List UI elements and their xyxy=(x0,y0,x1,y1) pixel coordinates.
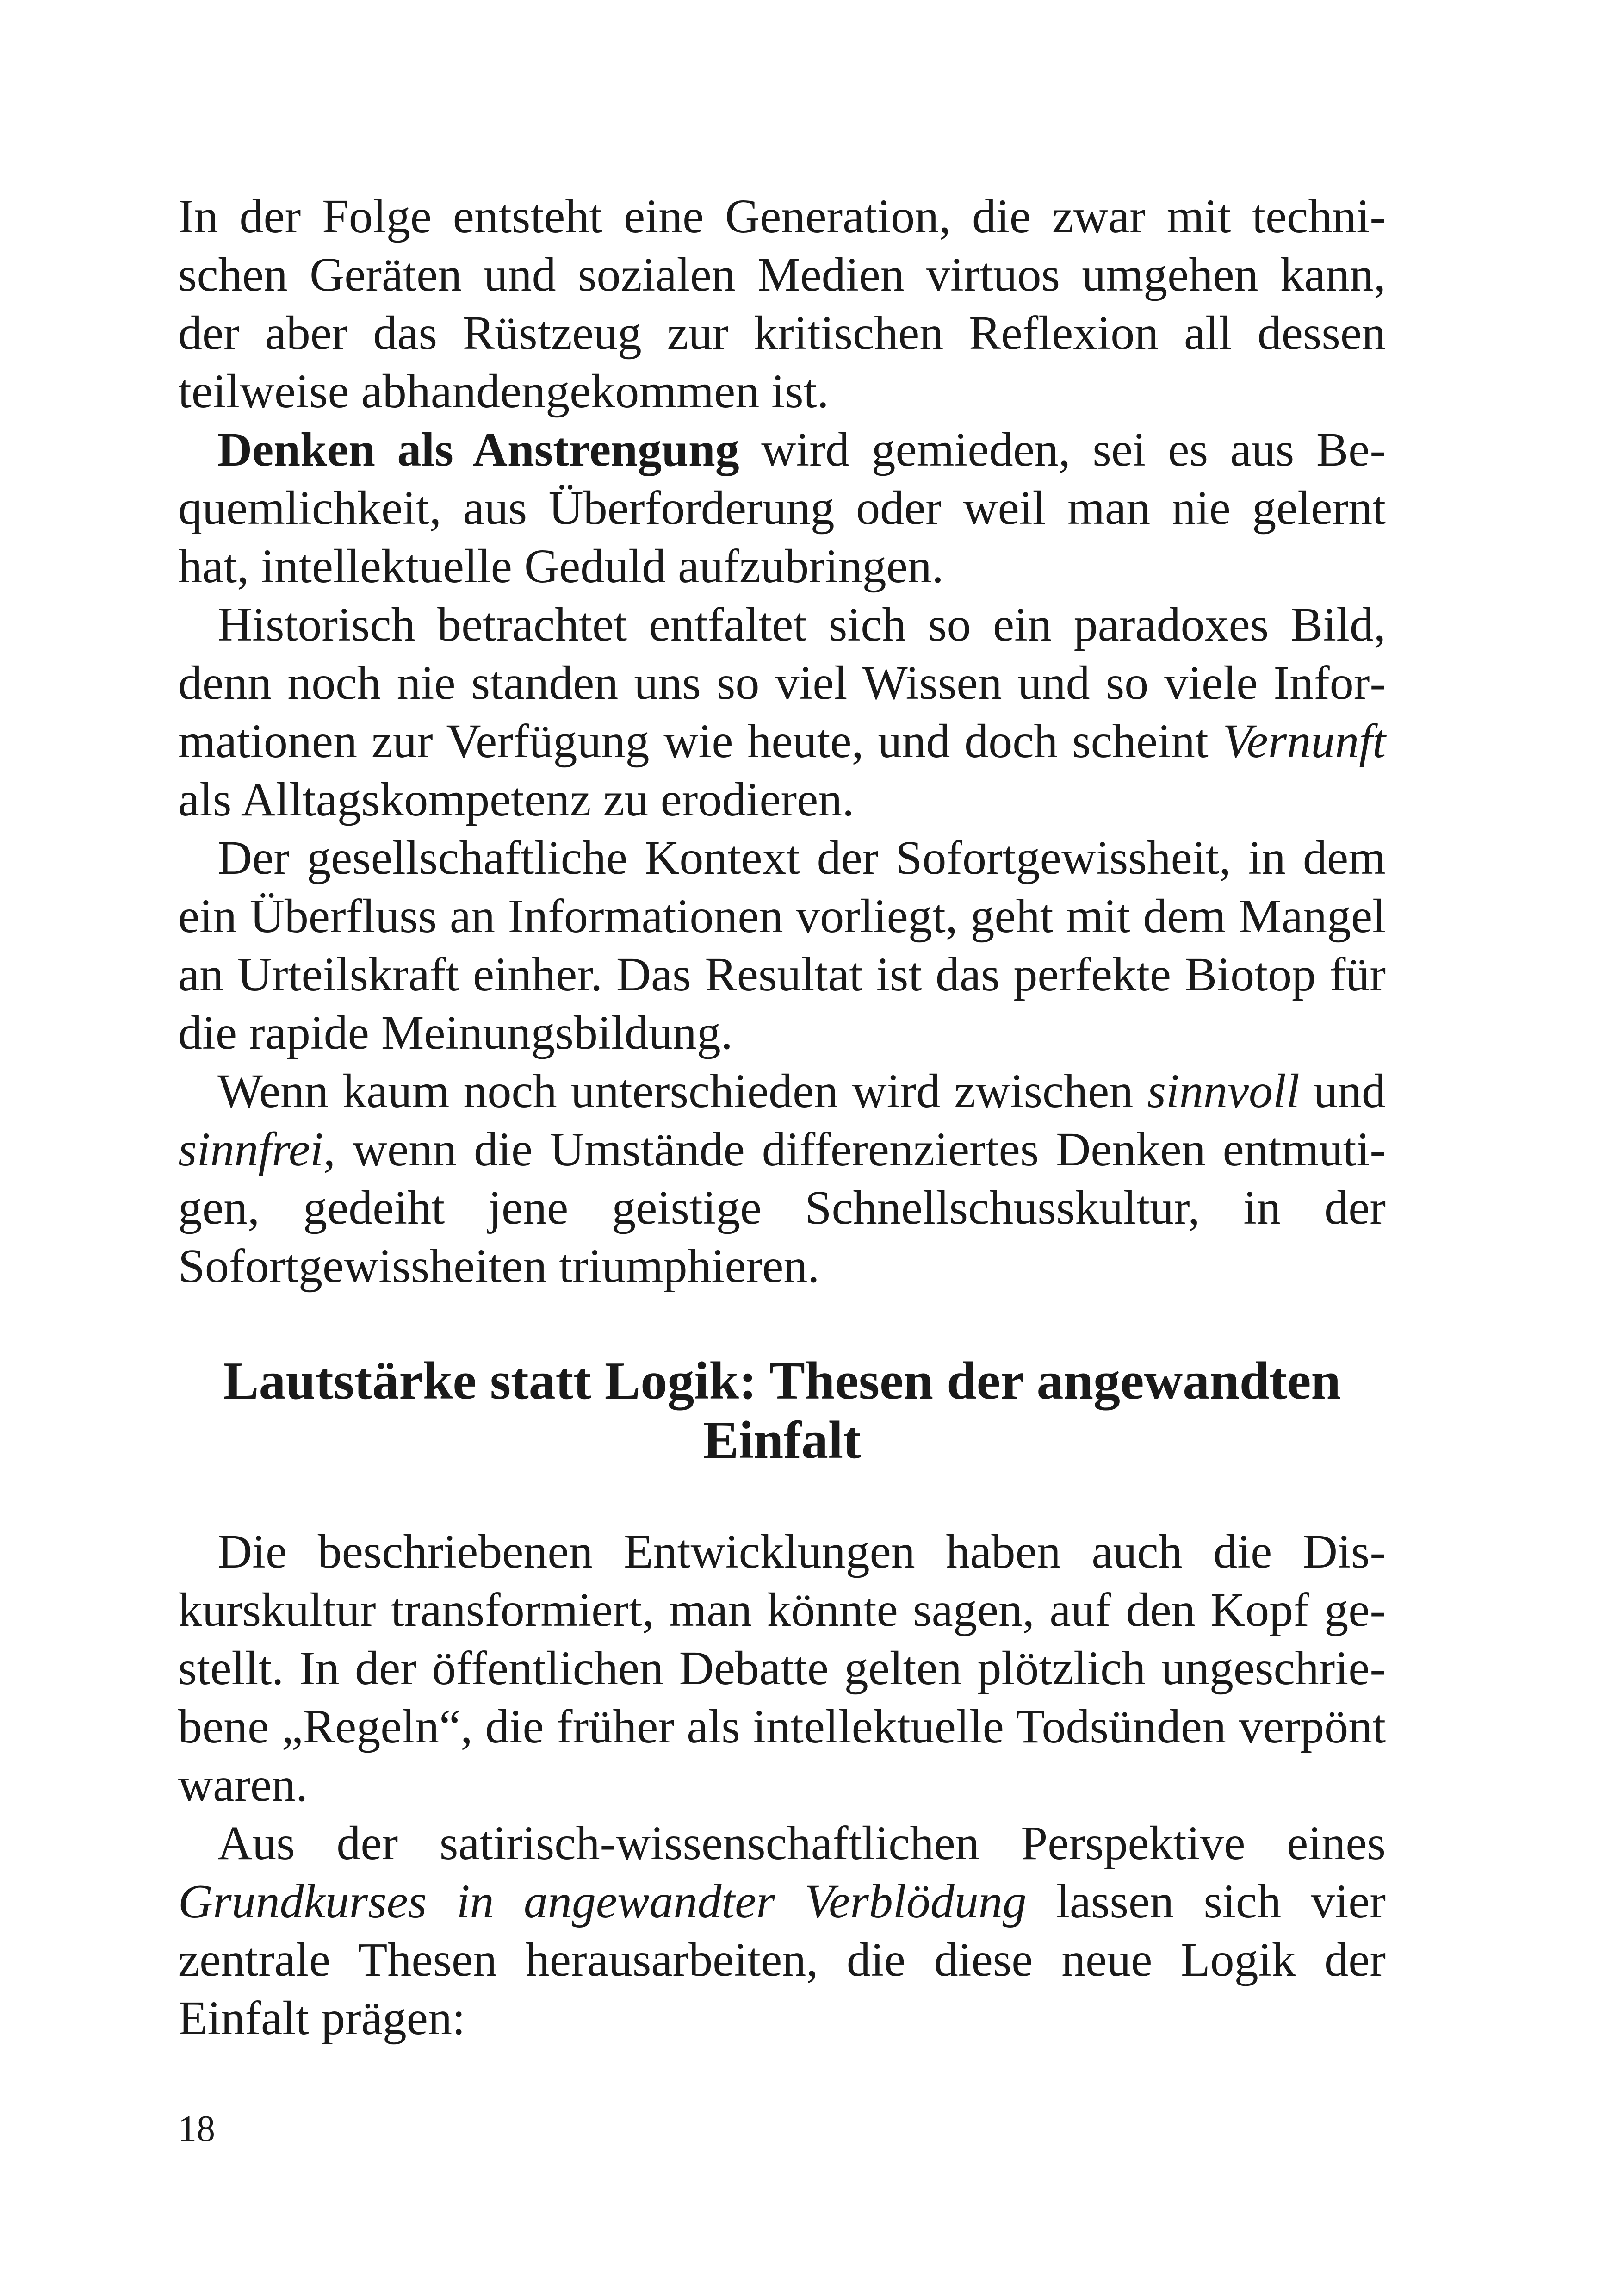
text-run: Aus der satirisch-wissenschaftlichen Perspektive eines xyxy=(217,1817,1386,1870)
page-number: 18 xyxy=(178,2109,215,2149)
text-run: Historisch betrachtet entfaltet sich so ein paradoxes Bild, denn noch nie standen uns so viel Wissen und so viele Informationen zur Verfügung wie heute, und doch scheint xyxy=(178,598,1386,768)
text-run: und xyxy=(1299,1064,1386,1118)
text-run: In der Folge entsteht eine Generation, die zwar mit technischen Geräten und sozialen Medien virtuos umgehen kann, der aber das Rüstzeug zur kritischen Reflexion all dessen teilweise abhandengekommen ist. xyxy=(178,190,1386,418)
italic-text: Grundkurses in angewandter Verblödung xyxy=(178,1875,1027,1928)
paragraph xyxy=(178,421,1386,596)
italic-text: sinnvoll xyxy=(1147,1064,1300,1118)
italic-text: sinnfrei xyxy=(178,1123,323,1176)
text-run: Wenn kaum noch unterschieden wird zwischen xyxy=(217,1064,1147,1118)
paragraph xyxy=(178,1523,1386,1814)
paragraph xyxy=(178,1814,1386,2047)
text-run: , wenn die Umstände differenziertes Denken entmutigen, gedeiht jene geistige Schnellschusskultur, in der Sofortgewissheiten triumphieren. xyxy=(178,1123,1386,1293)
paragraph xyxy=(178,187,1386,421)
bold-text: Denken als Anstrengung xyxy=(217,423,739,476)
body-text-bottom xyxy=(178,1523,1386,2047)
text-run: Die beschriebenen Entwicklungen haben auch die Diskurskultur transformiert, man könnte sagen, auf den Kopf gestellt. In der öffentlichen Debatte gelten plötzlich ungeschriebene „Regeln“, die früher als intellektuelle Todsünden verpönt waren. xyxy=(178,1525,1386,1811)
body-text-top xyxy=(178,187,1386,1295)
paragraph xyxy=(178,1062,1386,1295)
paragraph xyxy=(178,596,1386,829)
text-run: Der gesellschaftliche Kontext der Sofortgewissheit, in dem ein Überfluss an Informationen vorliegt, geht mit dem Mangel an Urteilskraft einher. Das Resultat ist das perfekte Biotop für die rapide Meinungsbildung. xyxy=(178,831,1386,1059)
text-run: als Alltagskompetenz zu erodieren. xyxy=(178,773,855,826)
italic-text: Vernunft xyxy=(1222,715,1386,768)
section-heading: Lautstärke statt Logik: Thesen der angewandten Einfalt xyxy=(223,1351,1341,1470)
text-run: wird gemieden, sei es aus Bequemlichkeit, aus Überforderung oder weil man nie gelernt hat, intellektuelle Geduld aufzubringen. xyxy=(178,423,1386,593)
text-run: lassen sich vier zentrale Thesen herausarbeiten, die diese neue Logik der Einfalt prägen: xyxy=(178,1875,1386,2045)
paragraph xyxy=(178,829,1386,1062)
